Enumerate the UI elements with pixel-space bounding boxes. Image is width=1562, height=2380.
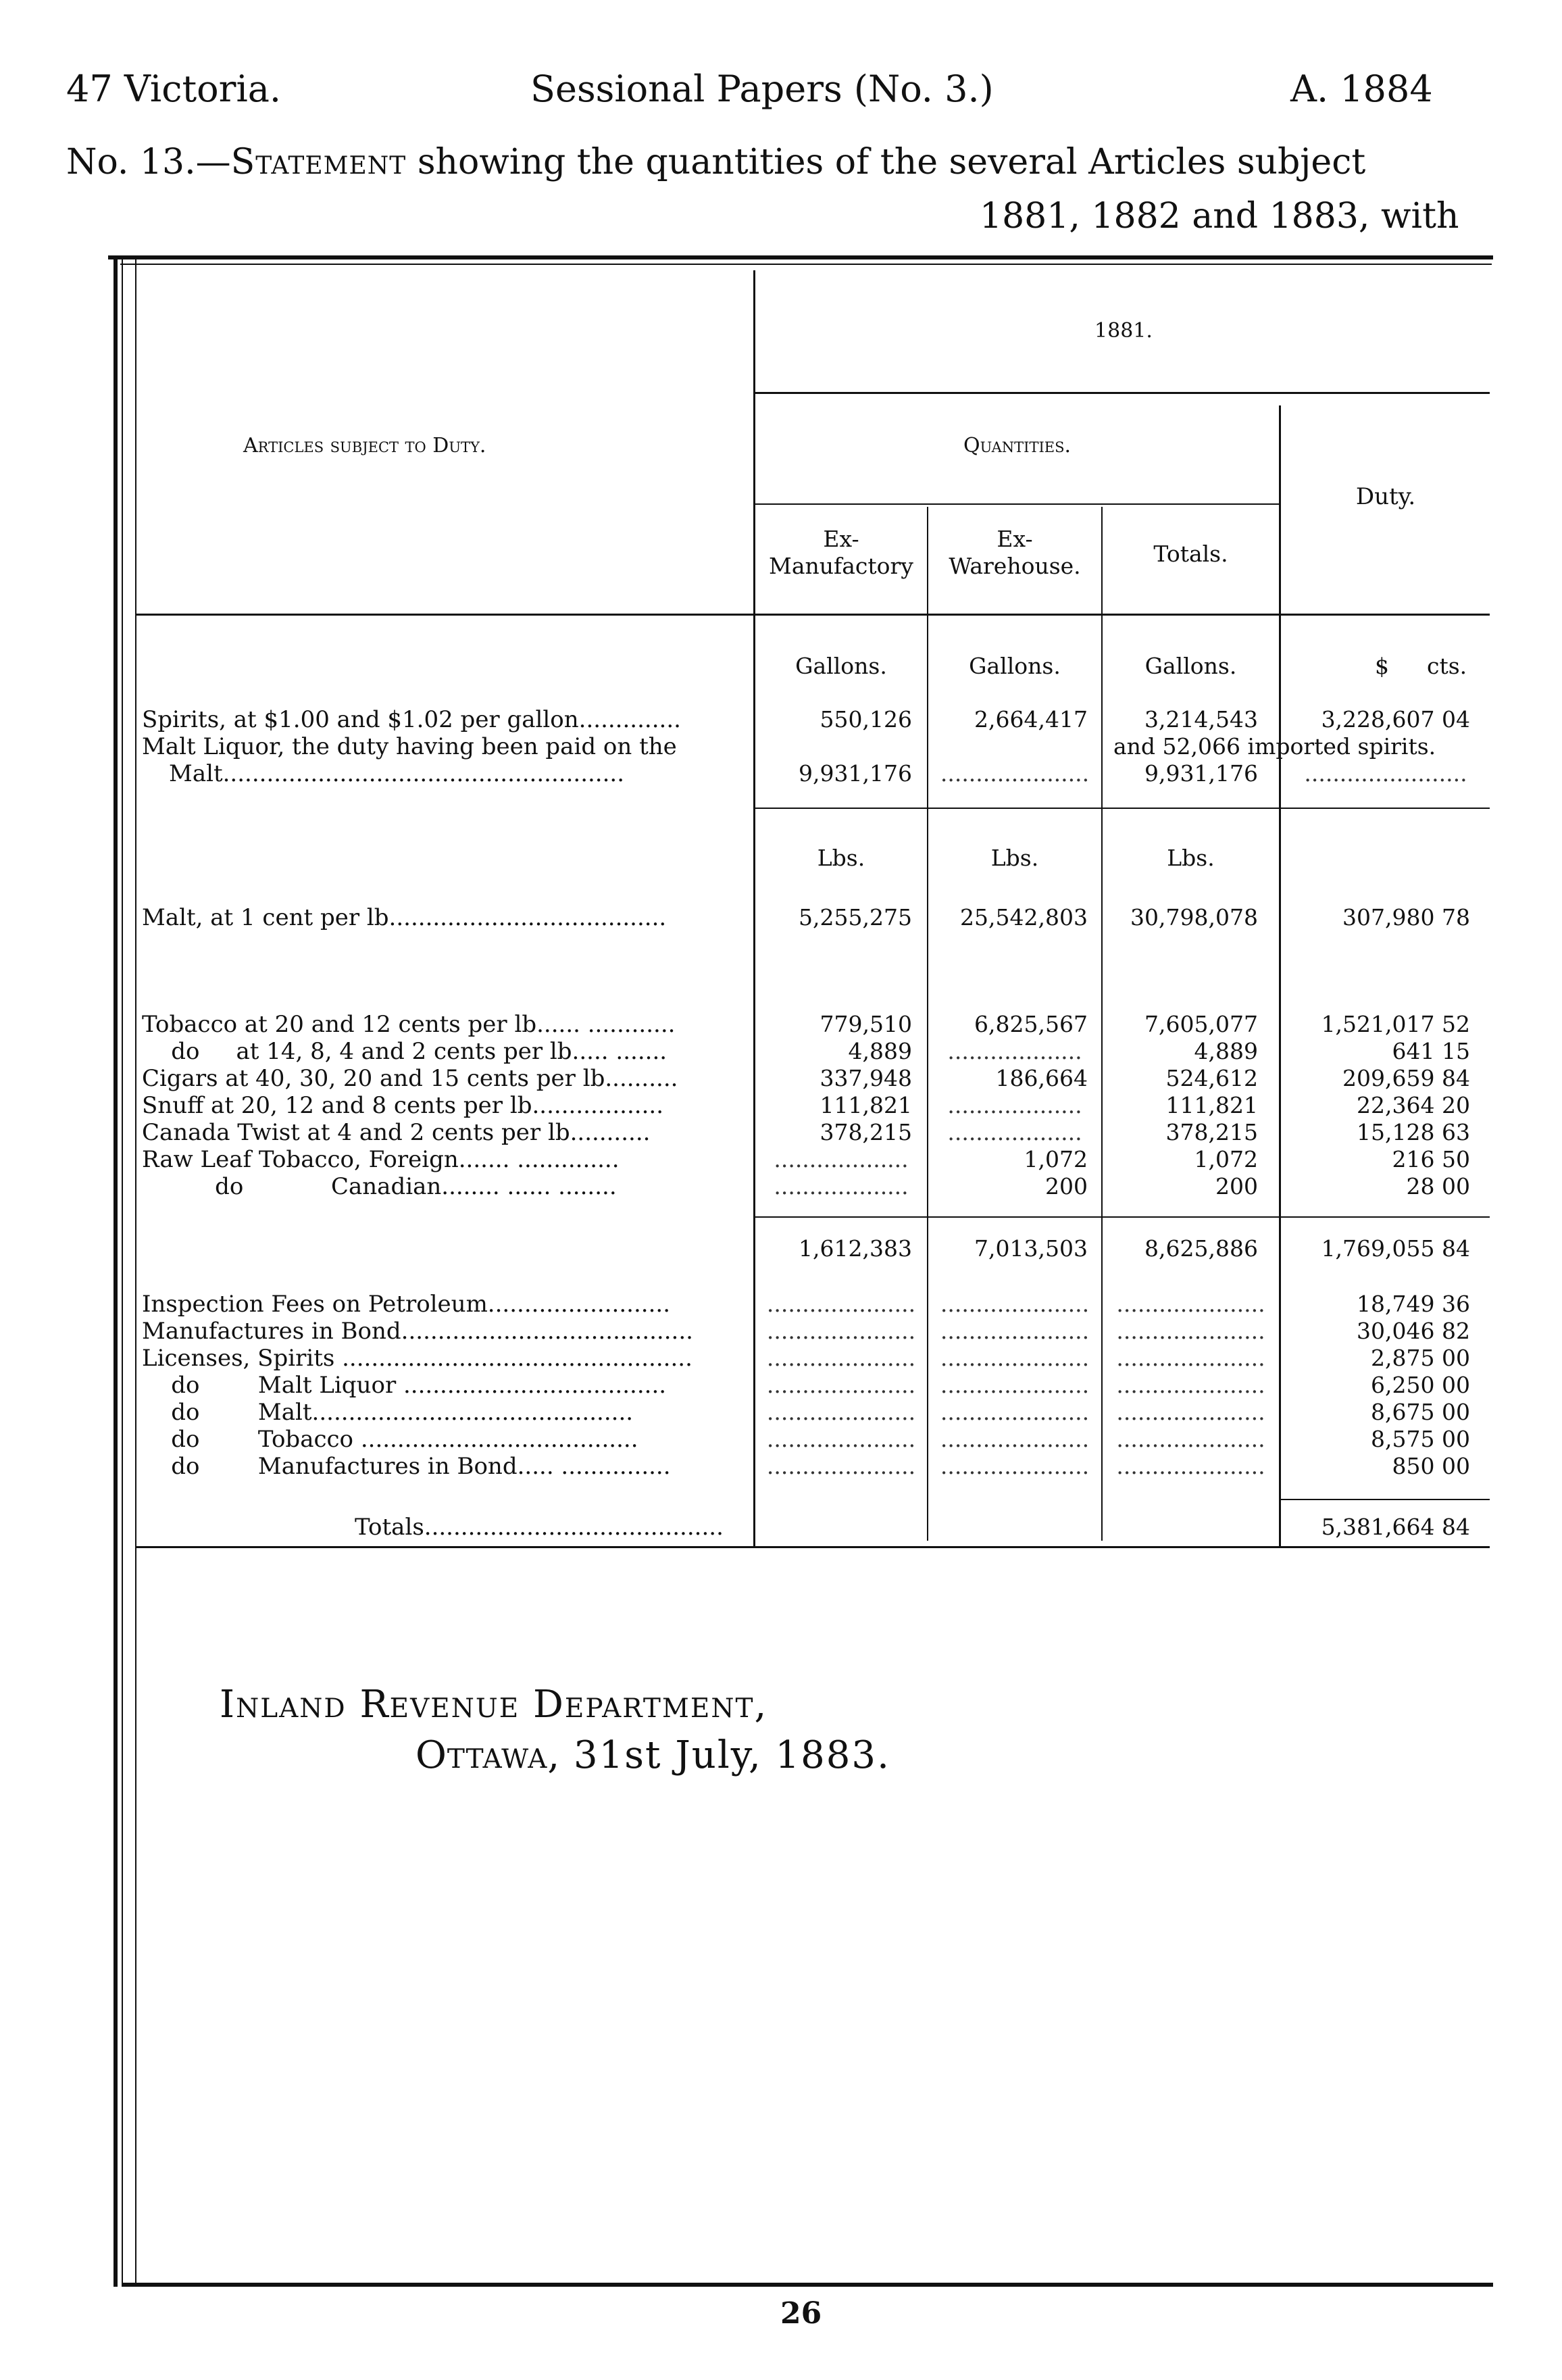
cell-tobacco-exman: 779,510 [820, 1011, 912, 1037]
cell-twist-exware: ................... [947, 1119, 1082, 1145]
cell-tobacco-totals-duty: 1,769,055 84 [1321, 1235, 1470, 1262]
cell-tobacco-total: 7,605,077 [1144, 1011, 1258, 1037]
cell-maltliquor-exman: 9,931,176 [799, 760, 912, 787]
unit-lbs: Lbs. [1167, 845, 1215, 871]
left-border-inner [135, 259, 136, 2287]
row-label-canada-twist: Canada Twist at 4 and 2 cents per lb........... [142, 1119, 651, 1146]
dots-cell: ..................... [940, 1426, 1090, 1452]
row-label-licenses-manufactures: do Manufactures in Bond..... ............... [142, 1453, 671, 1480]
cell-maltliquor-duty: ....................... [1304, 760, 1467, 787]
row-label-malt-liquor-2: Malt....................................................... [169, 760, 625, 787]
dots-cell: ..................... [940, 1399, 1090, 1425]
statement-title-line2: 1881, 1882 and 1883, with [980, 196, 1459, 237]
dots-cell: ..................... [1116, 1291, 1265, 1317]
table-bottom-rule [135, 1546, 1490, 1548]
unit-lbs: Lbs. [817, 845, 865, 871]
dots-cell: ..................... [766, 1453, 916, 1479]
statement-title-line1 [66, 142, 1365, 182]
title-rest: showing the quantities of the several Articles subject [406, 142, 1366, 182]
rule-under-quantities [753, 503, 1280, 505]
cell-rawcanadian-duty: 28 00 [1406, 1173, 1470, 1199]
ex-manufactory-header-2: Manufactory [769, 553, 913, 579]
cell-snuff-duty: 22,364 20 [1357, 1092, 1470, 1118]
cell-spirits-exware: 2,664,417 [974, 706, 1088, 733]
cell-snuff-total: 111,821 [1165, 1092, 1258, 1118]
dots-cell: ..................... [1116, 1372, 1265, 1398]
dots-cell: ..................... [940, 1345, 1090, 1371]
header-center: Sessional Papers (No. 3.) [530, 68, 994, 110]
cell-tobacco-do-total: 4,889 [1194, 1038, 1258, 1064]
cell-rawforeign-exman: ................... [774, 1146, 909, 1172]
signature-date: 31st July, 1883. [560, 1733, 890, 1777]
dots-cell: ..................... [766, 1426, 916, 1452]
dots-cell: ..................... [766, 1372, 916, 1398]
page-bottom-rule [122, 2283, 1493, 2287]
unit-gallons: Gallons. [1144, 653, 1237, 679]
cell-rawforeign-duty: 216 50 [1392, 1146, 1470, 1172]
cell-snuff-exware: ................... [947, 1092, 1082, 1118]
cell-tobacco-duty: 1,521,017 52 [1321, 1011, 1470, 1037]
header-left: 47 Victoria. [66, 68, 282, 110]
signature-city: Ottawa, [415, 1733, 561, 1777]
year-header: 1881. [1094, 319, 1153, 343]
unit-cents: cts. [1427, 653, 1467, 679]
dots-cell: ..................... [940, 1318, 1090, 1344]
unit-gallons: Gallons. [795, 653, 887, 679]
cell-petroleum-duty: 18,749 36 [1357, 1291, 1470, 1317]
signature-place-date [415, 1733, 890, 1777]
cell-maltliquor-exware: ..................... [940, 760, 1090, 787]
cell-tobacco-totals-exware: 7,013,503 [974, 1235, 1088, 1262]
dots-cell: ..................... [940, 1291, 1090, 1317]
cell-manufactures-duty: 30,046 82 [1357, 1318, 1470, 1344]
cell-cigars-duty: 209,659 84 [1342, 1065, 1470, 1091]
dots-cell: ..................... [1116, 1318, 1265, 1344]
row-label-manufactures-bond: Manufactures in Bond........................................ [142, 1318, 693, 1345]
table-top-rule-thin [120, 264, 1492, 265]
cell-malt-exware: 25,542,803 [960, 904, 1088, 931]
cell-spirits-total: 3,214,543 [1144, 706, 1258, 733]
cell-malt-total: 30,798,078 [1130, 904, 1258, 931]
articles-header: Articles subject to Duty. [243, 434, 486, 457]
cell-licenses-manufactures-duty: 850 00 [1392, 1453, 1470, 1479]
dots-cell: ..................... [1116, 1426, 1265, 1452]
page-number: 26 [780, 2296, 822, 2331]
dots-cell: ..................... [1116, 1453, 1265, 1479]
dots-cell: ..................... [766, 1291, 916, 1317]
cell-tobacco-do-exware: ................... [947, 1038, 1082, 1064]
unit-lbs: Lbs. [990, 845, 1039, 871]
cell-rawforeign-exware: 1,072 [1024, 1146, 1088, 1172]
cell-snuff-exman: 111,821 [820, 1092, 912, 1118]
cell-malt-duty: 307,980 78 [1342, 904, 1470, 931]
left-border-thin [122, 259, 123, 2287]
row-label-spirits: Spirits, at $1.00 and $1.02 per gallon.............. [142, 706, 681, 733]
dots-cell: ..................... [766, 1345, 916, 1371]
grand-total: 5,381,664 84 [1321, 1514, 1470, 1540]
cell-twist-exman: 378,215 [820, 1119, 912, 1145]
signature-department: Inland Revenue Department, [220, 1683, 768, 1727]
cell-cigars-total: 524,612 [1165, 1065, 1258, 1091]
cell-spirits-duty: 3,228,607 04 [1321, 706, 1470, 733]
cell-tobacco-exware: 6,825,567 [974, 1011, 1088, 1037]
cell-twist-duty: 15,128 63 [1357, 1119, 1470, 1145]
ex-manufactory-header-1: Ex- [823, 526, 859, 552]
cell-rawcanadian-exman: ................... [774, 1173, 909, 1199]
cell-cigars-exware: 186,664 [995, 1065, 1088, 1091]
rule-under-malt-liquor [753, 808, 1490, 809]
cell-rawcanadian-exware: 200 [1045, 1173, 1088, 1199]
row-label-malt-liquor-1: Malt Liquor, the duty having been paid on the [142, 733, 677, 760]
row-label-petroleum: Inspection Fees on Petroleum......................... [142, 1291, 670, 1318]
ex-warehouse-header-2: Warehouse. [949, 553, 1081, 579]
cell-malt-exman: 5,255,275 [799, 904, 912, 931]
header-right: A. 1884 [1290, 68, 1433, 110]
cell-tobacco-totals-exman: 1,612,383 [799, 1235, 912, 1262]
left-border-thick [114, 259, 118, 2287]
totals-header: Totals. [1153, 541, 1228, 567]
cell-cigars-exman: 337,948 [820, 1065, 912, 1091]
cell-licenses-malt-duty: 8,675 00 [1371, 1399, 1470, 1425]
cell-licenses-spirits-duty: 2,875 00 [1371, 1345, 1470, 1371]
row-label-licenses-tobacco: do Tobacco ...................................... [142, 1426, 638, 1453]
cell-spirits-exman: 550,126 [820, 706, 912, 733]
row-label-licenses-malt-liquor: do Malt Liquor .................................... [142, 1372, 667, 1399]
rule-under-year [753, 392, 1490, 394]
unit-dollars: $ [1375, 653, 1389, 679]
dots-cell: ..................... [940, 1372, 1090, 1398]
title-prefix: No. 13.— [66, 142, 231, 182]
table-top-rule [108, 255, 1493, 259]
unit-gallons: Gallons. [969, 653, 1061, 679]
row-label-malt: Malt, at 1 cent per lb...................................... [142, 904, 667, 931]
row-label-tobacco: Tobacco at 20 and 12 cents per lb...... ............ [142, 1011, 676, 1038]
dots-cell: ..................... [1116, 1345, 1265, 1371]
spirits-imported-note: and 52,066 imported spirits. [1113, 733, 1436, 760]
rule-above-tobacco-totals [753, 1216, 1490, 1218]
duty-header: Duty. [1355, 483, 1416, 510]
row-label-licenses-malt: do Malt............................................ [142, 1399, 634, 1426]
title-statement: Statement [230, 142, 407, 182]
row-label-raw-leaf-foreign: Raw Leaf Tobacco, Foreign....... .............. [142, 1146, 620, 1173]
cell-tobacco-do-exman: 4,889 [848, 1038, 912, 1064]
row-label-snuff: Snuff at 20, 12 and 8 cents per lb.................. [142, 1092, 664, 1119]
quantities-header: Quantities. [963, 434, 1072, 457]
row-label-raw-leaf-canadian: do Canadian........ ...... ........ [142, 1173, 617, 1200]
ex-warehouse-header-1: Ex- [997, 526, 1033, 552]
cell-maltliquor-total: 9,931,176 [1144, 760, 1258, 787]
totals-label: Totals......................................... [355, 1514, 724, 1541]
rule-under-headers [135, 614, 1490, 616]
cell-twist-total: 378,215 [1165, 1119, 1258, 1145]
cell-rawcanadian-total: 200 [1215, 1173, 1258, 1199]
cell-tobacco-do-duty: 641 15 [1392, 1038, 1470, 1064]
row-label-licenses-spirits: Licenses, Spirits ................................................ [142, 1345, 692, 1372]
cell-rawforeign-total: 1,072 [1194, 1146, 1258, 1172]
rule-above-grand-total [1279, 1499, 1490, 1500]
dots-cell: ..................... [766, 1318, 916, 1344]
dots-cell: ..................... [940, 1453, 1090, 1479]
dots-cell: ..................... [766, 1399, 916, 1425]
dots-cell: ..................... [1116, 1399, 1265, 1425]
row-label-cigars: Cigars at 40, 30, 20 and 15 cents per lb.......... [142, 1065, 678, 1092]
row-label-tobacco-do: do at 14, 8, 4 and 2 cents per lb..... ....... [142, 1038, 667, 1065]
cell-licenses-tobacco-duty: 8,575 00 [1371, 1426, 1470, 1452]
cell-licenses-maltliquor-duty: 6,250 00 [1371, 1372, 1470, 1398]
cell-tobacco-totals-total: 8,625,886 [1144, 1235, 1258, 1262]
